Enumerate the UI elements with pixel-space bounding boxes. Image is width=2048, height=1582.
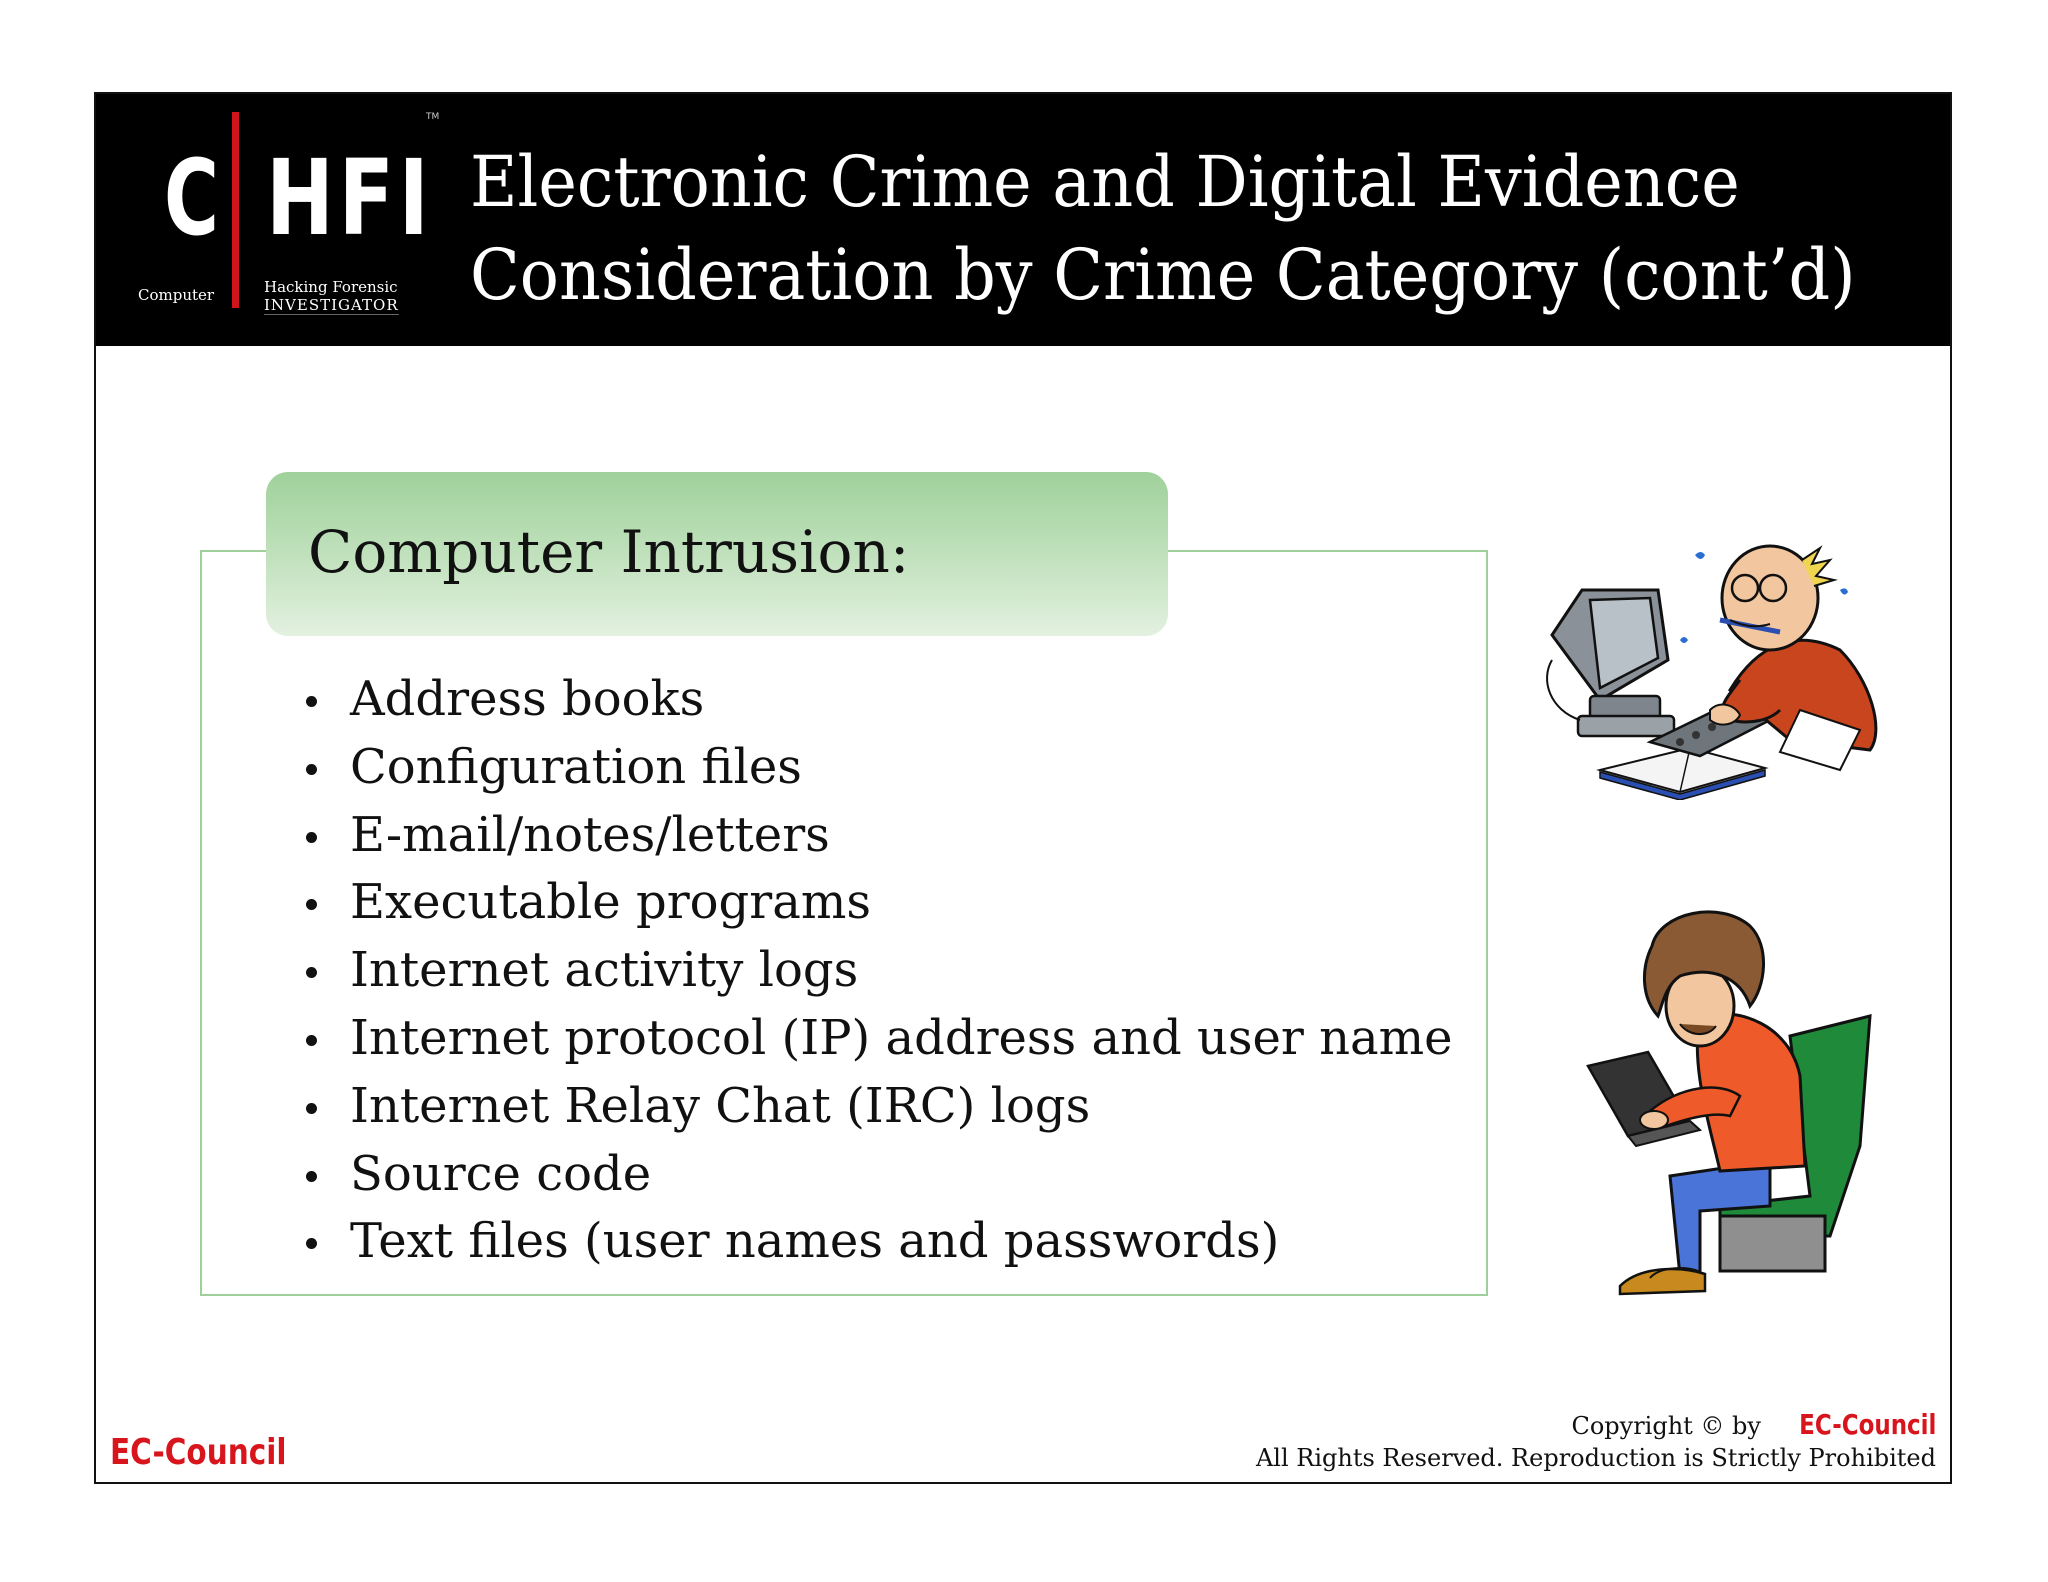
title-line-2: Consideration by Crime Category (cont’d) — [470, 234, 1856, 316]
title-line-1: Electronic Crime and Digital Evidence — [470, 141, 1740, 223]
section-heading: Computer Intrusion: — [308, 518, 910, 586]
bullet-icon — [306, 1171, 317, 1182]
bullet-icon — [306, 1238, 317, 1249]
stressed-programmer-illustration — [1540, 520, 1880, 800]
copyright-brand: EC-Council — [1798, 1408, 1936, 1441]
bullet-icon — [306, 832, 317, 843]
logo-sub-hacking: Hacking Forensic — [264, 278, 398, 296]
list-item: Configuration files — [300, 734, 1453, 802]
header-bar — [96, 94, 1950, 346]
bullet-icon — [306, 764, 317, 775]
list-item: E-mail/notes/letters — [300, 802, 1453, 870]
list-item: Address books — [300, 666, 1453, 734]
rights-line: All Rights Reserved. Reproduction is Strictly Prohibited — [1255, 1444, 1936, 1472]
list-item: Internet protocol (IP) address and user name — [300, 1005, 1453, 1073]
logo-sub-computer: Computer — [138, 286, 215, 304]
bullet-icon — [306, 967, 317, 978]
laptop-user-illustration — [1570, 906, 1890, 1296]
evidence-list — [300, 666, 1453, 1276]
bullet-icon — [306, 1035, 317, 1046]
logo-red-divider — [232, 112, 239, 308]
copyright-line: Copyright © by EC-Council — [1571, 1408, 1936, 1441]
list-item: Text files (user names and passwords) — [300, 1208, 1453, 1276]
bullet-icon — [306, 696, 317, 707]
chfi-logo — [136, 112, 440, 332]
list-item: Executable programs — [300, 869, 1453, 937]
bullet-icon — [306, 899, 317, 910]
logo-trademark: TM — [426, 112, 440, 122]
bullet-icon — [306, 1103, 317, 1114]
section-heading-box — [266, 472, 1168, 636]
list-item: Source code — [300, 1141, 1453, 1209]
list-item: Internet Relay Chat (IRC) logs — [300, 1073, 1453, 1141]
list-item: Internet activity logs — [300, 937, 1453, 1005]
page-title — [470, 136, 1940, 322]
logo-letters-hfi: HFI — [266, 137, 434, 259]
logo-letter-c: C — [164, 137, 219, 259]
logo-sub-investigator: INVESTIGATOR — [264, 296, 399, 314]
ec-council-logo: EC-Council — [110, 1432, 287, 1473]
